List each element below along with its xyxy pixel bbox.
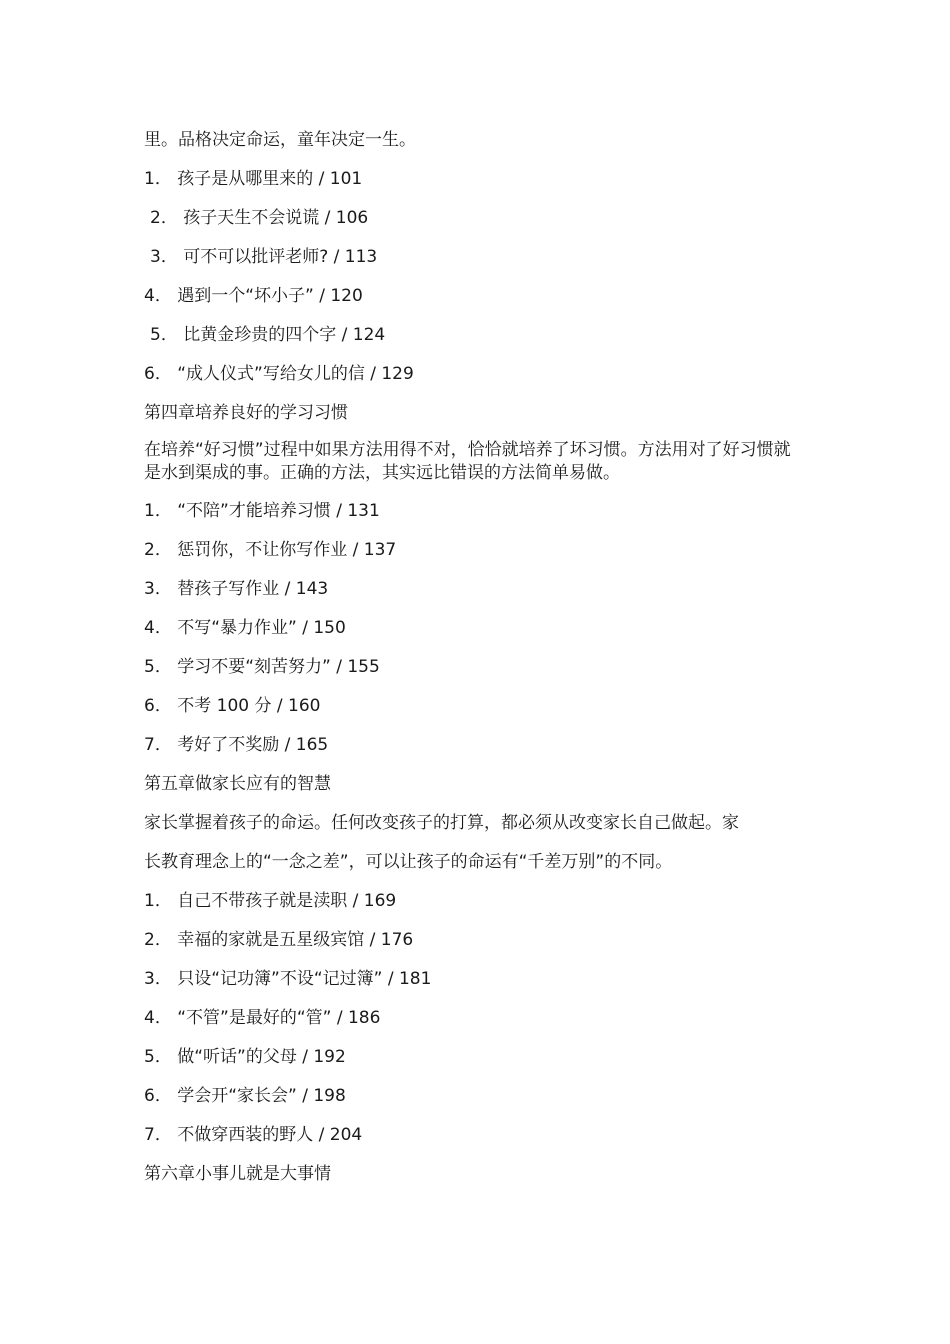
toc-entry: 2． 孩子天生不会说谎 / 106	[150, 208, 369, 228]
toc-entry: 3． 可不可以批评老师? / 113	[150, 247, 378, 267]
intro-text: 里。品格决定命运，童年决定一生。	[144, 130, 416, 150]
toc-entry: 7． 不做穿西装的野人 / 204	[144, 1125, 363, 1145]
toc-entry: 1． 自己不带孩子就是渎职 / 169	[144, 891, 397, 911]
chapter-summary: 长教育理念上的“一念之差”，可以让孩子的命运有“千差万别”的不同。	[144, 852, 673, 872]
toc-entry: 4． “不管”是最好的“管” / 186	[144, 1008, 381, 1028]
toc-entry: 5． 学习不要“刻苦努力” / 155	[144, 657, 380, 677]
toc-entry: 2． 惩罚你，不让你写作业 / 137	[144, 540, 397, 560]
toc-entry: 7． 考好了不奖励 / 165	[144, 735, 329, 755]
toc-entry: 6． 不考 100 分 / 160	[144, 696, 321, 716]
chapter-heading: 第六章小事儿就是大事情	[144, 1164, 331, 1184]
toc-entry: 4． 遇到一个“坏小子” / 120	[144, 286, 363, 306]
toc-entry: 2． 幸福的家就是五星级宾馆 / 176	[144, 930, 414, 950]
chapter-summary: 家长掌握着孩子的命运。任何改变孩子的打算，都必须从改变家长自己做起。家	[144, 813, 739, 833]
chapter-heading: 第五章做家长应有的智慧	[144, 774, 331, 794]
toc-entry: 3． 替孩子写作业 / 143	[144, 579, 329, 599]
toc-content	[144, 127, 804, 1200]
toc-entry: 1． 孩子是从哪里来的 / 101	[144, 169, 363, 189]
chapter-heading: 第四章培养良好的学习习惯	[144, 403, 348, 423]
chapter-summary: 在培养“好习惯”过程中如果方法用得不对，恰恰就培养了坏习惯。方法用对了好习惯就是水到渠成的事。正确的方法，其实远比错误的方法简单易做。	[144, 440, 791, 483]
toc-entry: 4． 不写“暴力作业” / 150	[144, 618, 346, 638]
toc-entry: 6． 学会开“家长会” / 198	[144, 1086, 346, 1106]
toc-entry: 5． 做“听话”的父母 / 192	[144, 1047, 346, 1067]
toc-entry: 5． 比黄金珍贵的四个字 / 124	[150, 325, 386, 345]
toc-entry: 6． “成人仪式”写给女儿的信 / 129	[144, 364, 414, 384]
toc-entry: 1． “不陪”才能培养习惯 / 131	[144, 501, 380, 521]
toc-entry: 3． 只设“记功簿”不设“记过簿” / 181	[144, 969, 432, 989]
